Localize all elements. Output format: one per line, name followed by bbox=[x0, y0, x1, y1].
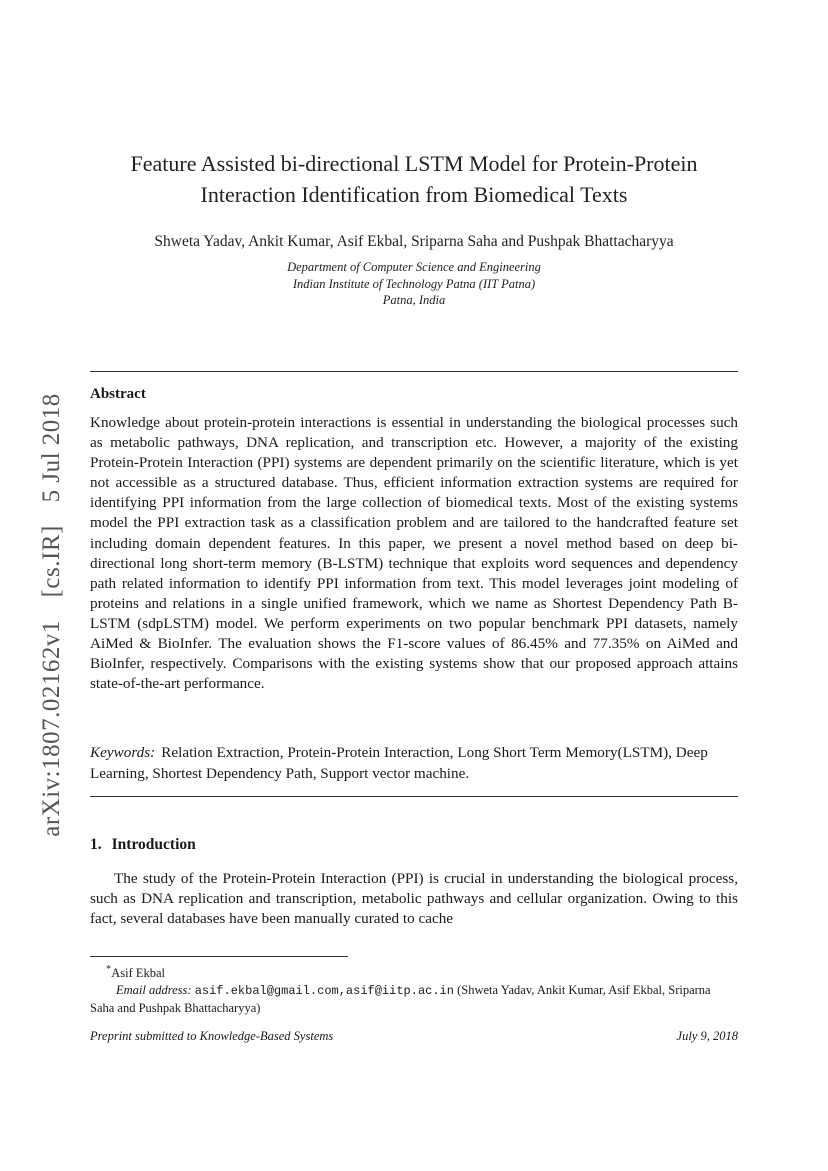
keywords bbox=[90, 742, 738, 784]
title-line-2: Interaction Identification from Biomedical Texts bbox=[200, 182, 628, 207]
arxiv-category: [cs.IR] bbox=[38, 525, 65, 598]
affiliation-institute: Indian Institute of Technology Patna (IIT Patna) bbox=[292, 276, 536, 291]
footnote-rule bbox=[90, 956, 348, 957]
footnote-email-block bbox=[90, 982, 738, 1017]
author-list: Shweta Yadav, Ankit Kumar, Asif Ekbal, Sriparna Saha and Pushpak Bhattacharyya bbox=[154, 233, 674, 250]
abstract-heading: Abstract bbox=[90, 386, 146, 402]
footnote-marker: * bbox=[106, 964, 112, 975]
footer-preprint-note: Preprint submitted to Knowledge-Based Systems bbox=[90, 1029, 334, 1043]
paper-title bbox=[90, 148, 738, 210]
keywords-label: Keywords: bbox=[90, 744, 156, 761]
arxiv-id: arXiv:1807.02162v1 bbox=[38, 620, 65, 837]
affiliation-department: Department of Computer Science and Engineering bbox=[287, 260, 541, 274]
footnote-email-note: (Shweta Yadav, Ankit Kumar, Asif Ekbal, Sriparna Saha and Pushpak Bhattacharyya) bbox=[90, 983, 711, 1016]
footer-date: July 9, 2018 bbox=[676, 1029, 738, 1043]
footnote-email-addresses[interactable]: asif.ekbal@gmail.com,asif@iitp.ac.in bbox=[194, 984, 454, 999]
arxiv-side-stamp bbox=[38, 385, 66, 845]
footnote bbox=[90, 961, 738, 1017]
footnote-author bbox=[90, 961, 738, 982]
abstract-bottom-rule bbox=[90, 796, 738, 797]
affiliation-location: Patna, India bbox=[382, 293, 446, 307]
abstract-top-rule bbox=[90, 371, 738, 372]
section-title: Introduction bbox=[111, 836, 196, 853]
introduction-text: The study of the Protein-Protein Interaction (PPI) is crucial in understanding the biological process, such as DNA replication and transcription, metabolic pathways and cellular organization. Owing to this fact, several databases have been manually curated to cache bbox=[90, 870, 738, 928]
keywords-text: Relation Extraction, Protein-Protein Interaction, Long Short Term Memory(LSTM), Deep Learning, Shortest Dependency Path, Support vector machine. bbox=[90, 744, 708, 782]
arxiv-date: 5 Jul 2018 bbox=[38, 393, 65, 503]
footnote-email-label: Email address: bbox=[116, 983, 192, 998]
section-heading-introduction bbox=[90, 836, 196, 854]
title-line-1: Feature Assisted bi-directional LSTM Model for Protein-Protein bbox=[130, 151, 698, 176]
footnote-author-name: Asif Ekbal bbox=[111, 966, 166, 981]
section-number: 1. bbox=[90, 836, 102, 853]
abstract-text: Knowledge about protein-protein interactions is essential in understanding the biological processes such as metabolic pathways, DNA replication, and transcription etc. However, a majority of the existing Protein-Protein Interaction (PPI) systems are dependent primarily on the scientific literature, which is yet not accessible as a structured database. Thus, efficient information extraction systems are required for identifying PPI information from the large collection of biomedical texts. Most of the existing systems model the PPI extraction task as a classification problem and are tailored to the handcrafted feature set including domain dependent features. In this paper, we present a novel method based on deep bi-directional long short-term memory (B-LSTM) technique that exploits word sequences and dependency path related information to identify PPI information from text. This model leverages joint modeling of proteins and relations in a single unified framework, which we name as Shortest Dependency Path B-LSTM (sdpLSTM) model. We perform experiments on two popular benchmark PPI datasets, namely AiMed & BioInfer. The evaluation shows the F1-score values of 86.45% and 77.35% on AiMed and BioInfer, respectively. Comparisons with the existing systems show that our proposed approach attains state-of-the-art performance. bbox=[90, 414, 738, 693]
affiliation bbox=[90, 259, 738, 309]
